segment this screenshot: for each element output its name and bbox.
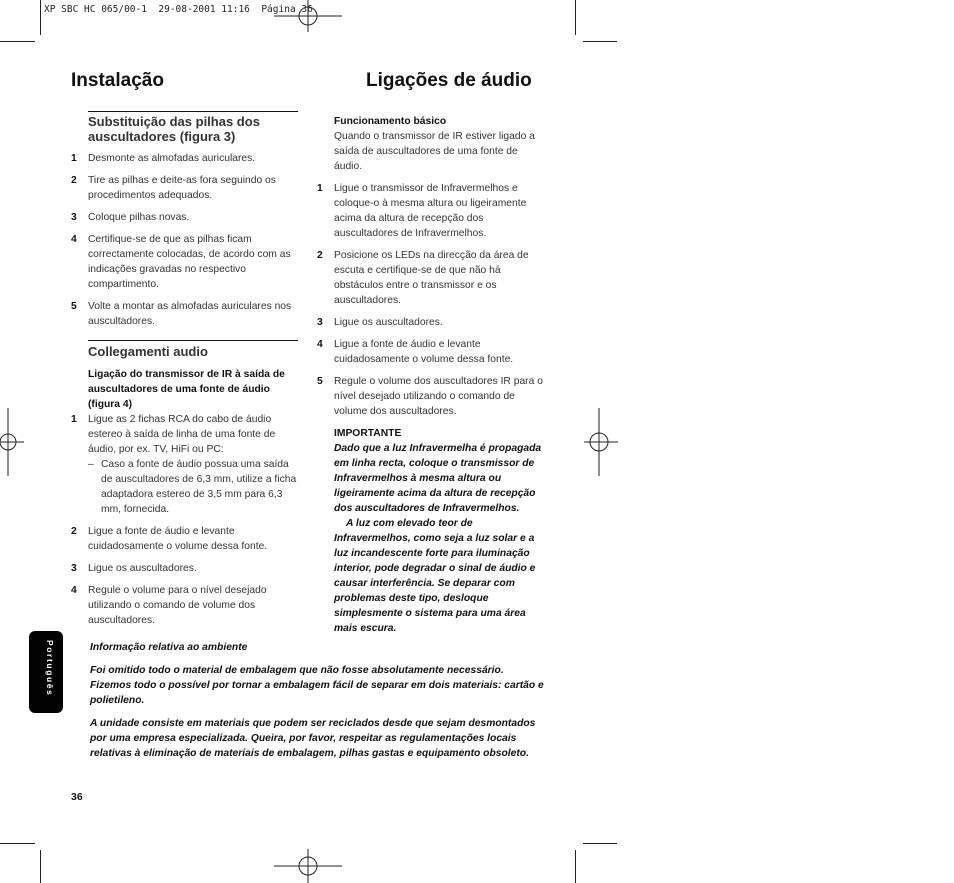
crop-mark: [575, 0, 576, 35]
step-number: 2: [71, 526, 77, 537]
step-number: 5: [71, 301, 77, 312]
step-number: 1: [317, 183, 323, 194]
left-column-section1: [71, 114, 301, 336]
step-text: Ligue o transmissor de Infravermelhos e coloque-o à mesma altura ou ligeiramente acima da altura de recepção dos auscultadores de Infravermelhos.: [334, 183, 527, 239]
step-number: 1: [71, 153, 77, 164]
page-title-left: Instalação: [71, 70, 164, 91]
list-item: [71, 210, 301, 225]
step-text: Ligue os auscultadores.: [334, 317, 443, 328]
left-column-section2: [71, 344, 301, 635]
section-rule: [88, 340, 298, 341]
step-number: 3: [317, 317, 323, 328]
dash-mark: –: [88, 459, 94, 470]
step-number: 1: [71, 414, 77, 425]
list-item: [317, 181, 547, 241]
list-item: [71, 232, 301, 292]
step-number: 2: [317, 250, 323, 261]
step-number: 2: [71, 175, 77, 186]
registration-mark-top: [274, 0, 342, 34]
step-number: 3: [71, 212, 77, 223]
step-text: Desmonte as almofadas auriculares.: [88, 153, 256, 164]
environment-title: Informação relativa ao ambiente: [90, 642, 248, 653]
registration-mark-right: [584, 408, 618, 476]
step-number: 4: [317, 339, 323, 350]
step-text: Ligue os auscultadores.: [88, 563, 197, 574]
step-text: Certifique-se de que as pilhas ficam correctamente colocadas, de acordo com as indicações gravadas no respectivo compartimento.: [88, 234, 291, 290]
dash-item: [71, 457, 301, 517]
subsection-title: Funcionamento básico: [334, 116, 447, 127]
important-title: IMPORTANTE: [334, 428, 402, 439]
important-text: A luz com elevado teor de Infravermelhos, como seja a luz solar e a luz incandescente forte para iluminação interior, pode degradar o sinal de áudio e causar interferência. Se deparar com problemas deste tipo, desloque simplesmente o sistema para uma área mais escura.: [334, 518, 536, 634]
list-item: [71, 583, 301, 628]
step-text: Ligue a fonte de áudio e levante cuidadosamente o volume dessa fonte.: [334, 339, 514, 365]
list-item: [317, 248, 547, 308]
step-text: Volte a montar as almofadas auriculares nos auscultadores.: [88, 301, 292, 327]
print-slug: XP SBC HC 065/00-1 29-08-2001 11:16 Página 36: [44, 4, 313, 15]
page-number: 36: [71, 791, 83, 803]
step-text: Regule o volume para o nível desejado utilizando o comando de volume dos auscultadores.: [88, 585, 267, 626]
subsection-title: Ligação do transmissor de IR à saída de auscultadores de uma fonte de áudio (figura 4): [88, 369, 285, 410]
section-rule: [88, 111, 298, 112]
language-tab-label: Português: [45, 640, 55, 697]
dash-text: Caso a fonte de áudio possua uma saída de auscultadores de 6,3 mm, utilize a ficha adaptadora estereo de 3,5 mm para 6,3 mm, fornecida.: [101, 459, 297, 515]
list-item: [71, 173, 301, 203]
environment-text: A unidade consiste em materiais que podem ser reciclados desde que sejam desmontados por uma empresa especializada. Queira, por favor, respeitar as regulamentações locais relativas à eliminação de materiais de embalagem, pilhas gastas e equipamento obsoleto.: [90, 718, 536, 759]
list-item: [71, 151, 301, 166]
list-item: [317, 315, 547, 330]
right-column: [317, 114, 547, 636]
intro-text: Quando o transmissor de IR estiver ligado a saída de auscultadores de uma fonte de áudio.: [334, 131, 535, 172]
crop-mark: [583, 41, 617, 42]
list-item: [317, 374, 547, 419]
important-text: Dado que a luz Infravermelha é propagada em linha recta, coloque o transmissor de Infravermelhos à mesma altura ou ligeiramente acima da altura de recepção dos auscultadores de Infravermelhos.: [334, 443, 542, 514]
crop-mark: [583, 843, 617, 844]
list-item: [71, 524, 301, 554]
crop-mark: [0, 843, 35, 844]
page-title-right: Ligações de áudio: [366, 70, 532, 91]
step-number: 5: [317, 376, 323, 387]
registration-mark-bottom: [274, 849, 342, 883]
crop-mark: [575, 850, 576, 883]
step-text: Posicione os LEDs na direcção da área de escuta e certifique-se de que não há obstáculos entre o transmissor e os auscultadores.: [334, 250, 529, 306]
list-item: [71, 561, 301, 576]
section-title: Substituição das pilhas dos auscultadores (figura 3): [88, 114, 260, 144]
list-item: [71, 299, 301, 329]
section-title: Collegamenti audio: [88, 344, 208, 359]
registration-mark-left: [0, 408, 24, 476]
environment-text: Foi omitido todo o material de embalagem que não fosse absolutamente necessário. Fizemos todo o possível por tornar a embalagem fácil de separar em dois materiais: cartão e polietileno.: [90, 665, 544, 706]
step-text: Tire as pilhas e deite-as fora seguindo os procedimentos adequados.: [88, 175, 276, 201]
step-number: 3: [71, 563, 77, 574]
step-text: Ligue a fonte de áudio e levante cuidadosamente o volume dessa fonte.: [88, 526, 268, 552]
step-number: 4: [71, 234, 77, 245]
crop-mark: [40, 850, 41, 883]
step-text: Ligue as 2 fichas RCA do cabo de áudio estereo à saída de linha de uma fonte de áudio, por ex. TV, HiFi ou PC:: [88, 414, 276, 455]
list-item: [317, 337, 547, 367]
crop-mark: [40, 0, 41, 35]
step-number: 4: [71, 585, 77, 596]
crop-mark: [0, 41, 35, 42]
step-text: Regule o volume dos auscultadores IR para o nível desejado utilizando o comando de volume dos auscultadores.: [334, 376, 543, 417]
environment-info: [90, 640, 545, 761]
step-text: Coloque pilhas novas.: [88, 212, 190, 223]
list-item: [71, 412, 301, 457]
